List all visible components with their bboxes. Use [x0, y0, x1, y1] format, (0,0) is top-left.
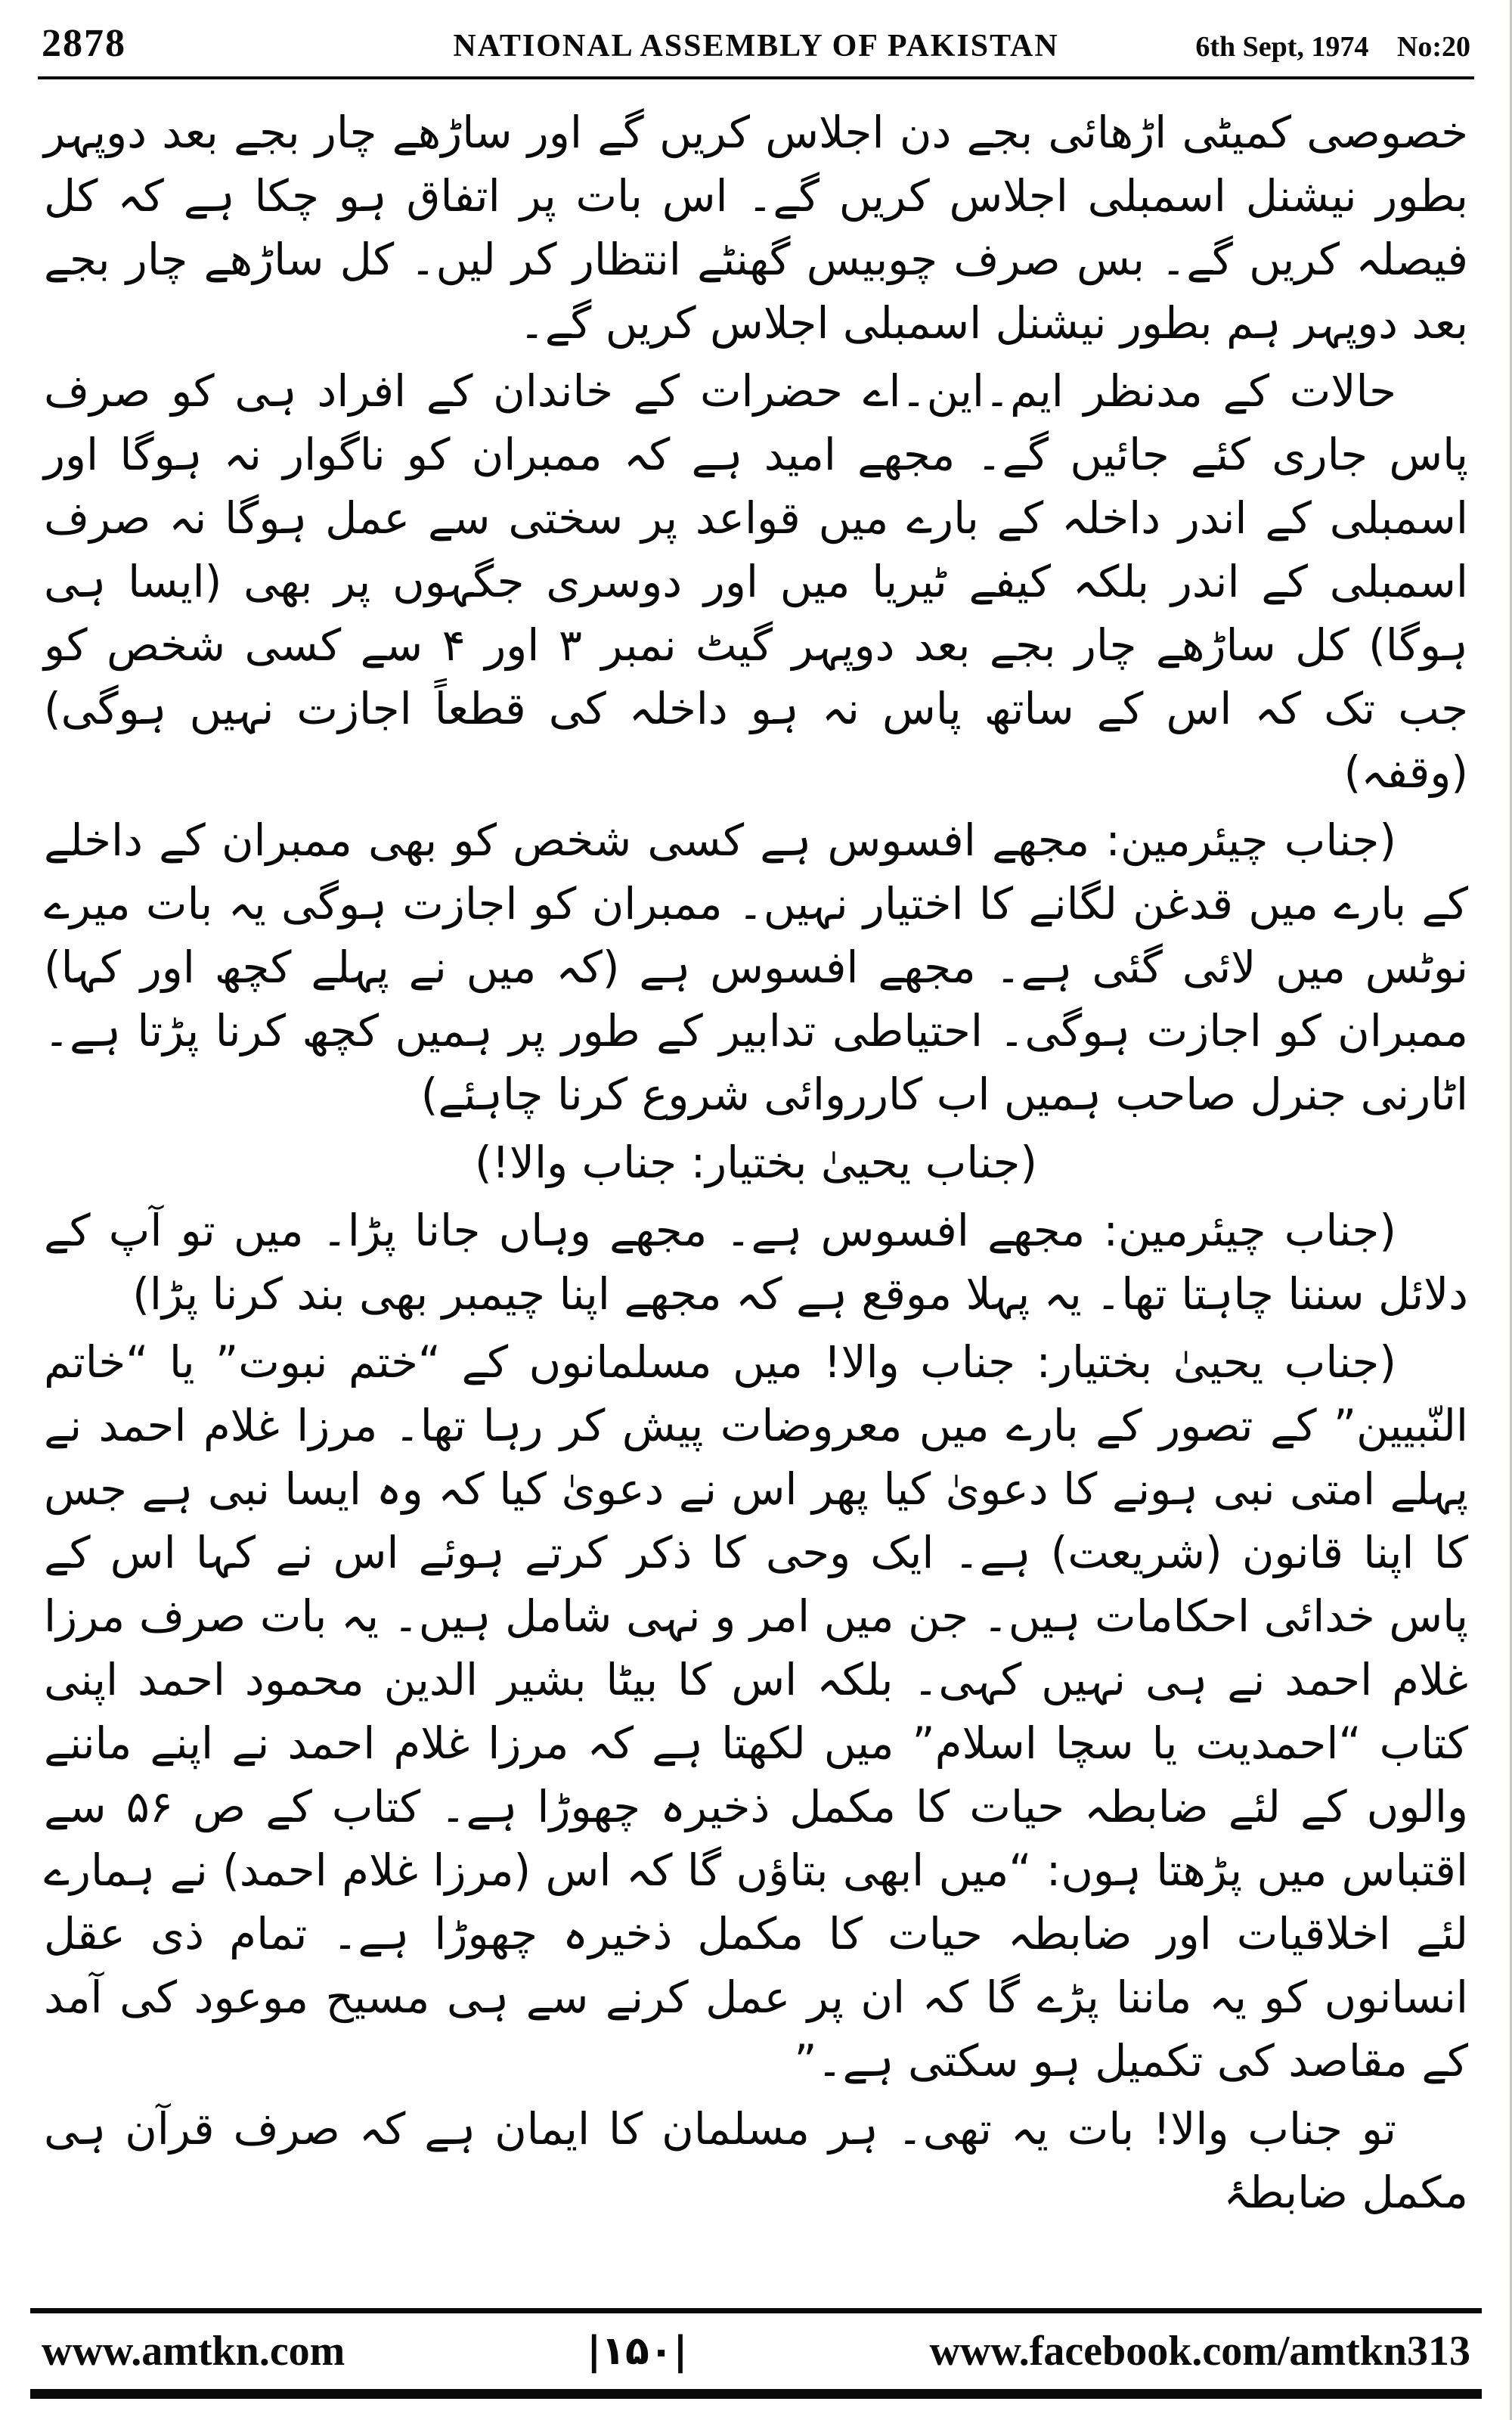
urdu-paragraph: (جناب یحییٰ بختیار: جناب والا!) [475, 1137, 1037, 1188]
footer-facebook-url: www.facebook.com/amtkn313 [929, 2328, 1470, 2375]
footer-website-url: www.amtkn.com [42, 2328, 345, 2375]
urdu-paragraph: خصوصی کمیٹی اڑھائی بجے دن اجلاس کریں گے اور ساڑھے چار بجے بعد دوپہر بطور نیشنل اسمبلی اجلاس کریں گے۔ اس بات پر اتفاق ہو چکا ہے کہ کل فیصلہ کریں گے۔ بس صرف چوبیس گھنٹے انتظار کر لیں۔ کل ساڑھے چار بجے بعد دوپہر ہم بطور نیشنل اسمبلی اجلاس کریں گے۔ [44, 107, 1468, 349]
urdu-paragraph: تو جناب والا! بات یہ تھی۔ ہر مسلمان کا ایمان ہے کہ صرف قرآن ہی مکمل ضابطۂ [44, 2103, 1468, 2218]
page-footer [0, 2313, 1512, 2389]
urdu-paragraph: حالات کے مدنظر ایم۔این۔اے حضرات کے خاندان کے افراد ہی کو صرف پاس جاری کئے جائیں گے۔ مجھے امید ہے کہ ممبران کو ناگوار نہ ہوگا اور اسمبلی کے اندر داخلہ کے بارے میں قواعد پر سختی سے عمل ہوگا نہ صرف اسمبلی کے اندر بلکہ کیفے ٹیریا میں اور دوسری جگہوں پر بھی (ایسا ہی ہوگا) کل ساڑھے چار بجے بعد دوپہر گیٹ نمبر ۳ اور ۴ سے کسی شخص کو جب تک کہ اس کے ساتھ پاس نہ ہو داخلہ کی قطعاً اجازت نہیں ہوگی) (وقفہ) [44, 365, 1468, 798]
header-date: 6th Sept, 1974 [1195, 31, 1369, 63]
document-title: NATIONAL ASSEMBLY OF PAKISTAN [453, 29, 1059, 64]
footer-rule-top [30, 2308, 1482, 2313]
document-body [0, 79, 1512, 2308]
page-header [0, 0, 1512, 73]
urdu-paragraph: (جناب چیئرمین: مجھے افسوس ہے کسی شخص کو بھی ممبران کے داخلے کے بارے میں قدغن لگانے کا اختیار نہیں۔ ممبران کو اجازت ہوگی یہ بات میرے نوٹس میں لائی گئی ہے۔ مجھے افسوس ہے (کہ میں نے پہلے کچھ اور کہا) ممبران کو اجازت ہوگی۔ احتیاطی تدابیر کے طور پر ہمیں کچھ کرنا پڑتا ہے۔ اٹارنی جنرل صاحب ہمیں اب کارروائی شروع کرنا چاہئے) [44, 814, 1468, 1120]
header-issue-number: No:20 [1396, 31, 1470, 63]
page-number: 2878 [42, 22, 126, 65]
footer-rule-bottom [30, 2389, 1482, 2399]
urdu-paragraph: (جناب چیئرمین: مجھے افسوس ہے۔ مجھے وہاں جانا پڑا۔ میں تو آپ کے دلائل سننا چاہتا تھا۔ یہ پہلا موقع ہے کہ مجھے اپنا چیمبر بھی بند کرنا پڑا) [44, 1205, 1468, 1320]
header-date-issue [1195, 30, 1470, 64]
footer-page-marker: |۱۵۰| [587, 2328, 688, 2374]
urdu-paragraph: (جناب یحییٰ بختیار: جناب والا! میں مسلمانوں کے “ختم نبوت” یا “خاتم النّبیین” کے تصور کے بارے میں معروضات پیش کر رہا تھا۔ مرزا غلام احمد نے پہلے امتی نبی ہونے کا دعویٰ کیا پھر اس نے دعویٰ کیا کہ وہ ایسا نبی ہے جس کا اپنا قانون (شریعت) ہے۔ ایک وحی کا ذکر کرتے ہوئے اس نے کہا اس کے پاس خدائی احکامات ہیں۔ جن میں امر و نہی شامل ہیں۔ یہ بات صرف مرزا غلام احمد نے ہی نہیں کہی۔ بلکہ اس کا بیٹا بشیر الدین محمود احمد اپنی کتاب “احمدیت یا سچا اسلام” میں لکھتا ہے کہ مرزا غلام احمد نے اپنے ماننے والوں کے لئے ضابطہ حیات کا مکمل ذخیرہ چھوڑا ہے۔ کتاب کے ص ۵۶ سے اقتباس میں پڑھتا ہوں: “میں ابھی بتاؤں گا کہ اس (مرزا غلام احمد) نے ہمارے لئے اخلاقیات اور ضابطہ حیات کا مکمل ذخیرہ چھوڑا ہے۔ تمام ذی عقل انسانوں کو یہ ماننا پڑے گا کہ ان پر عمل کرنے سے ہی مسیح موعود کی آمد کے مقاصد کی تکمیل ہو سکتی ہے۔” [44, 1336, 1469, 2086]
